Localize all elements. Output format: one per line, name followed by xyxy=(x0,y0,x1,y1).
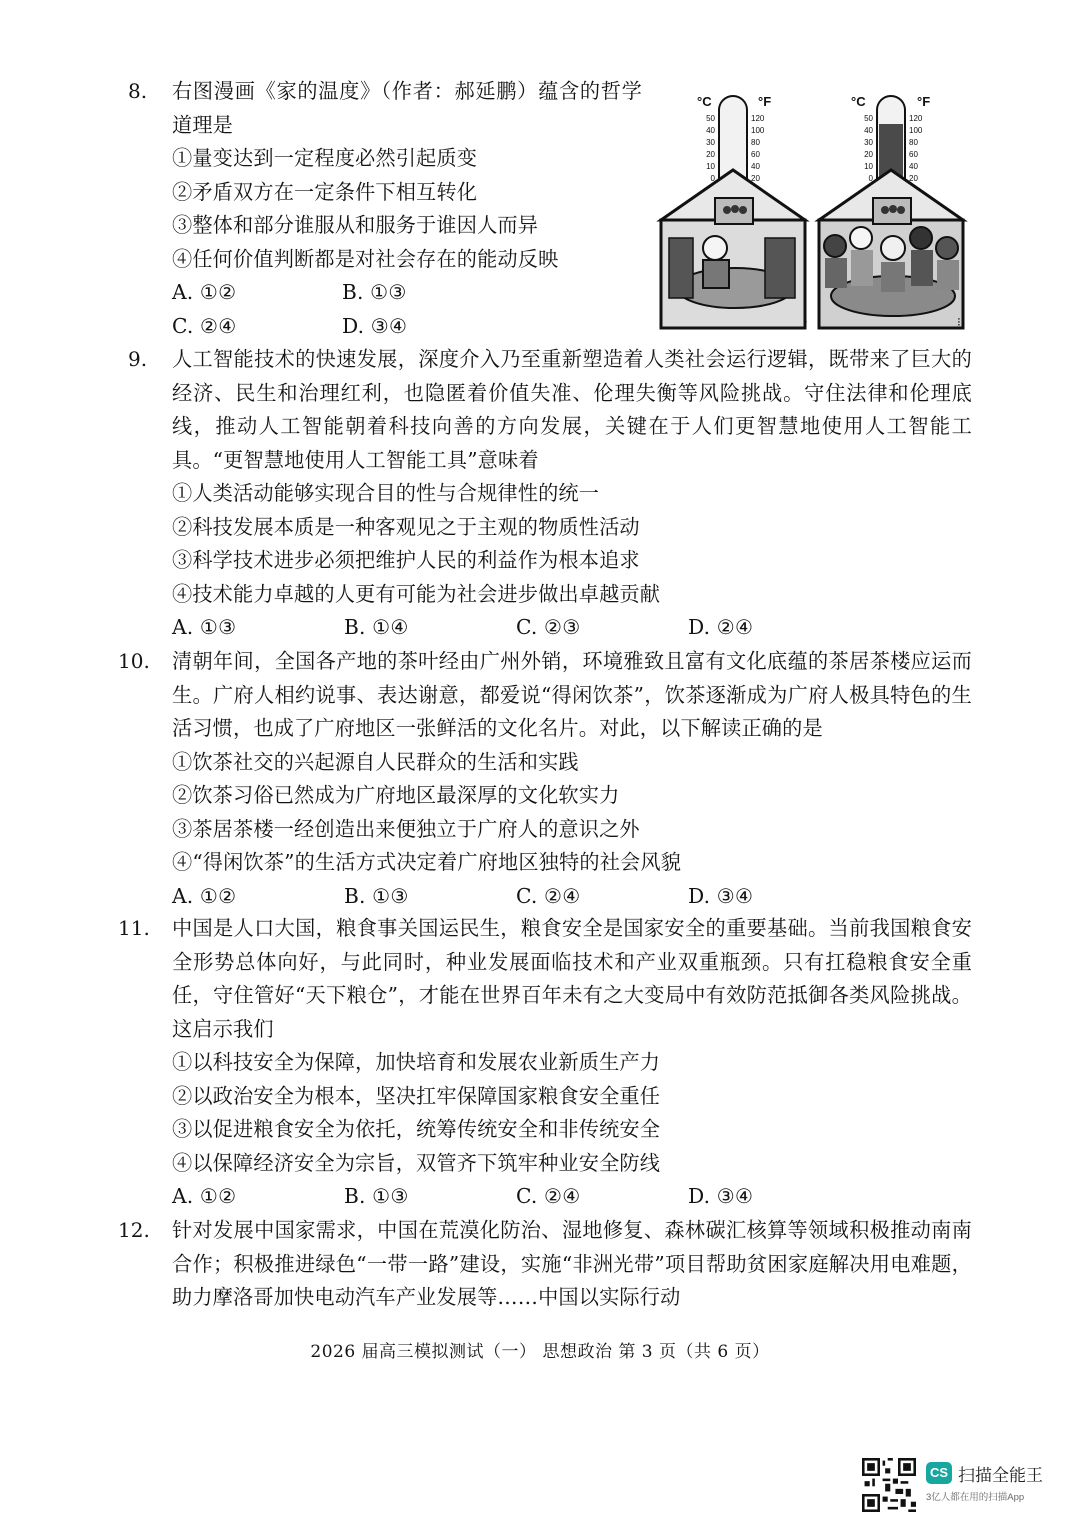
choice-d: D. ③④ xyxy=(688,1184,754,1208)
celsius-tick-label: 40 xyxy=(864,126,873,135)
choice-d: D. ②④ xyxy=(688,615,754,639)
fahrenheit-tick-label: 100 xyxy=(909,126,923,135)
question-body xyxy=(172,645,972,913)
family-member xyxy=(936,237,958,259)
celsius-tick-label: 20 xyxy=(706,150,715,159)
answer-choices-row-1 xyxy=(172,276,642,310)
celsius-unit: °C xyxy=(851,94,866,109)
choice-a: A. ①② xyxy=(172,883,237,908)
cartoon-home-temperature xyxy=(655,88,973,332)
fahrenheit-tick-label: 80 xyxy=(751,138,760,147)
celsius-tick-label: 10 xyxy=(706,162,715,171)
statement-1: ①量变达到一定程度必然引起质变 xyxy=(172,146,478,170)
choice-c: C. ②④ xyxy=(516,1184,581,1208)
statement-1: ①人类活动能够实现合目的性与合规律性的统一 xyxy=(172,481,600,505)
question-body xyxy=(172,912,972,1214)
family-member xyxy=(850,227,872,249)
question-body xyxy=(172,343,972,645)
question-body xyxy=(172,75,642,343)
statement-4: ④技术能力卓越的人更有可能为社会进步做出卓越贡献 xyxy=(172,581,661,606)
question-stem: 右图漫画《家的温度》（作者：郝延鹏）蕴含的哲学道理是 xyxy=(172,79,642,137)
fahrenheit-tick-label: 80 xyxy=(909,138,918,147)
choice-a: A. ①② xyxy=(172,280,237,304)
fahrenheit-tick-label: 20 xyxy=(751,174,760,183)
empty-chair xyxy=(765,238,795,298)
question-number: 12. xyxy=(118,1218,150,1242)
celsius-tick-label: 50 xyxy=(864,114,873,123)
fahrenheit-tick-label: 60 xyxy=(751,150,760,159)
celsius-tick-label: 20 xyxy=(864,150,873,159)
statement-3: ③以促进粮食安全为依托，统筹传统安全和非传统安全 xyxy=(172,1117,661,1141)
question-number: 8. xyxy=(128,79,148,103)
question-number: 10. xyxy=(118,649,150,673)
fahrenheit-tick-label: 120 xyxy=(909,114,923,123)
statement-2: ②以政治安全为根本，坚决扛牢保障国家粮食安全重任 xyxy=(172,1083,661,1108)
elder-figure xyxy=(703,236,727,260)
celsius-tick-label: 40 xyxy=(706,126,715,135)
choice-b: B. ①④ xyxy=(344,615,409,639)
statement-2: ②饮茶习俗已然成为广府地区最深厚的文化软实力 xyxy=(172,783,620,807)
fahrenheit-tick-label: 40 xyxy=(751,162,760,171)
celsius-tick-label: 0 xyxy=(868,174,873,183)
answer-choices-row-2 xyxy=(172,310,642,344)
question-number: 9. xyxy=(128,347,148,371)
statement-3: ③科学技术进步必须把维护人民的利益作为根本追求 xyxy=(172,548,640,572)
celsius-tick-label: 30 xyxy=(864,138,873,147)
fahrenheit-tick-label: 40 xyxy=(909,162,918,171)
question-stem: 清朝年间，全国各产地的茶叶经由广州外销，环境雅致且富有文化底蕴的茶居茶楼应运而生。广府人相约说事、表达谢意，都爱说“得闲饮茶”，饮茶逐渐成为广府人极具特色的生活习惯，也成了广府地区一张鲜活的文化名片。对此，以下解读正确的是 xyxy=(172,649,972,740)
family-member xyxy=(910,227,932,249)
choice-d: D. ③④ xyxy=(688,883,754,908)
empty-chair xyxy=(669,238,693,298)
fahrenheit-tick-label: 60 xyxy=(909,150,918,159)
panel-marker: ⁝ xyxy=(957,315,961,329)
fahrenheit-tick-label: 100 xyxy=(751,126,765,135)
choice-c: C. ②④ xyxy=(172,313,237,338)
choice-b: B. ①③ xyxy=(344,883,409,908)
celsius-tick-label: 30 xyxy=(706,138,715,147)
qr-code-icon xyxy=(862,1458,916,1512)
statement-3: ③整体和部分谁服从和服务于谁因人而异 xyxy=(172,213,539,237)
scanner-slogan: 3亿人都在用的扫描App xyxy=(926,1492,1025,1503)
answer-choices xyxy=(172,1180,972,1214)
answer-choices xyxy=(172,611,972,645)
celsius-tick-label: 50 xyxy=(706,114,715,123)
statement-2: ②科技发展本质是一种客观见之于主观的物质性活动 xyxy=(172,514,640,539)
choice-c: C. ②④ xyxy=(516,883,581,908)
celsius-tick-label: 10 xyxy=(864,162,873,171)
question-number: 11. xyxy=(118,916,150,940)
statement-4: ④以保障经济安全为宗旨，双管齐下筑牢种业安全防线 xyxy=(172,1150,661,1175)
page-footer: 2026 届高三模拟测试（一） 思想政治 第 3 页（共 6 页） xyxy=(310,1342,770,1362)
celsius-tick-label: 0 xyxy=(710,174,715,183)
fahrenheit-unit: °F xyxy=(917,94,931,109)
scanner-watermark xyxy=(862,1458,1062,1512)
question-body xyxy=(172,1214,972,1315)
fahrenheit-unit: °F xyxy=(758,94,772,109)
choice-d: D. ③④ xyxy=(342,313,408,338)
choice-a: A. ①② xyxy=(172,1184,237,1208)
family-member xyxy=(824,235,846,257)
answer-choices xyxy=(172,880,972,914)
scanner-brand: 扫描全能王 xyxy=(958,1466,1043,1485)
fahrenheit-tick-label: 20 xyxy=(909,174,918,183)
choice-b: B. ①③ xyxy=(342,280,407,304)
question-stem: 人工智能技术的快速发展，深度介入乃至重新塑造着人类社会运行逻辑，既带来了巨大的经济、民生和治理红利，也隐匿着价值失准、伦理失衡等风险挑战。守住法律和伦理底线，推动人工智能朝着科技向善的方向发展，关键在于人们更智慧地使用人工智能工具。“更智慧地使用人工智能工具”意味着 xyxy=(172,347,972,472)
choice-c: C. ②③ xyxy=(516,615,581,639)
panel-marker: • xyxy=(803,315,808,329)
statement-3: ③茶居茶楼一经创造出来便独立于广府人的意识之外 xyxy=(172,816,640,841)
statement-2: ②矛盾双方在一定条件下相互转化 xyxy=(172,179,478,204)
left-house xyxy=(661,170,807,329)
cs-logo-icon: CS xyxy=(926,1462,952,1484)
choice-b: B. ①③ xyxy=(344,1184,409,1208)
question-stem: 中国是人口大国，粮食事关国运民生，粮食安全是国家安全的重要基础。当前我国粮食安全形势总体向好，与此同时，种业发展面临技术和产业双重瓶颈。只有扛稳粮食安全重任，守住管好“天下粮仓”，才能在世界百年未有之大变局中有效防范抵御各类风险挑战。这启示我们 xyxy=(172,916,972,1041)
statement-1: ①以科技安全为保障，加快培育和发展农业新质生产力 xyxy=(172,1050,661,1074)
choice-a: A. ①③ xyxy=(172,615,237,639)
statement-4: ④“得闲饮茶”的生活方式决定着广府地区独特的社会风貌 xyxy=(172,850,682,874)
right-house xyxy=(819,170,963,329)
question-stem: 针对发展中国家需求，中国在荒漠化防治、湿地修复、森林碳汇核算等领域积极推动南南合作；积极推进绿色“一带一路”建设，实施“非洲光带”项目帮助贫困家庭解决用电难题，助力摩洛哥加快电动汽车产业发展等……中国以实际行动 xyxy=(172,1218,972,1309)
family-member xyxy=(881,236,905,260)
celsius-unit: °C xyxy=(697,94,712,109)
statement-4: ④任何价值判断都是对社会存在的能动反映 xyxy=(172,246,559,271)
fahrenheit-tick-label: 120 xyxy=(751,114,765,123)
statement-1: ①饮茶社交的兴起源自人民群众的生活和实践 xyxy=(172,749,579,774)
